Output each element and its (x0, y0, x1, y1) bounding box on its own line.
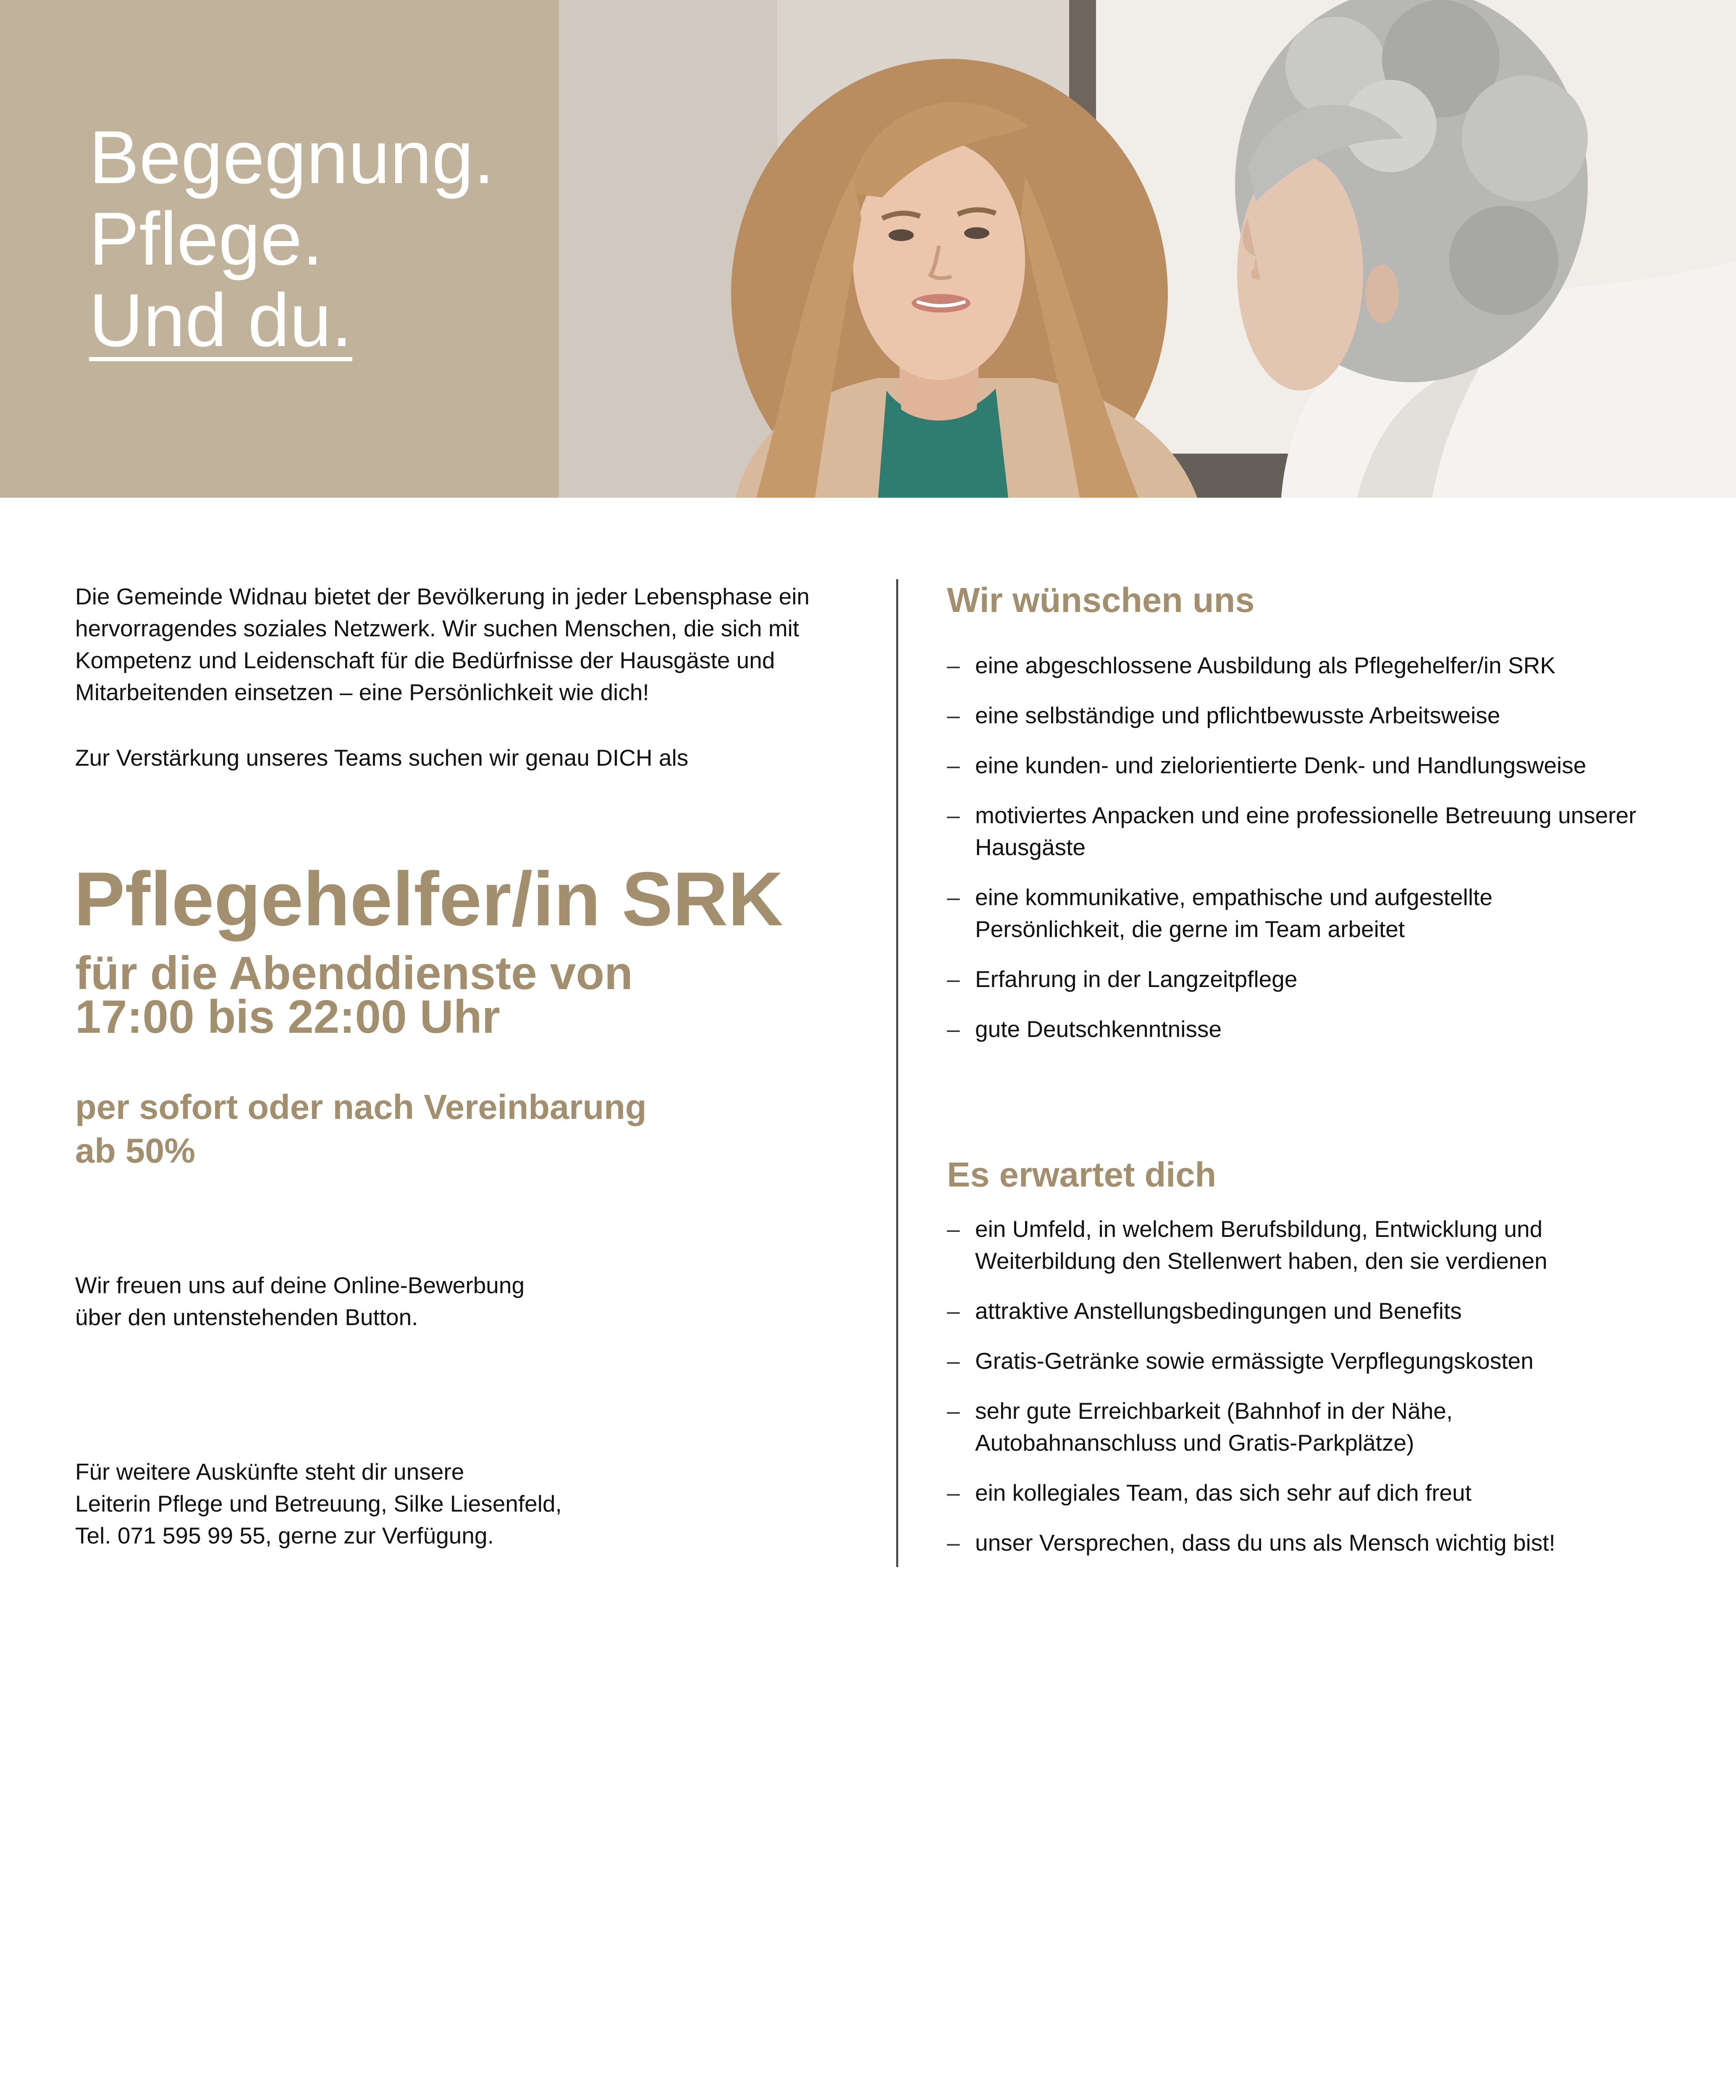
intro-line: Kompetenz und Leidenschaft für die Bedürfnisse der Hausgäste und (75, 647, 775, 673)
intro-line: Die Gemeinde Widnau bietet der Bevölkerung in jeder Lebensphase ein (75, 583, 810, 609)
contact-line: Leiterin Pflege und Betreuung, Silke Liesenfeld, (75, 1491, 562, 1517)
application-note (75, 1269, 524, 1333)
list-item (947, 1213, 1555, 1277)
contact-phone-line: Tel. 071 595 99 55, gerne zur Verfügung. (75, 1522, 494, 1549)
list-item-text: attraktive Anstellungsbedingungen und Benefits (975, 1298, 1462, 1324)
lead-in-paragraph (75, 742, 688, 774)
list-item (947, 1477, 1555, 1509)
list-item-text: Erfahrung in der Langzeitpflege (975, 966, 1298, 992)
list-item-text: Weiterbildung den Stellenwert haben, den sie verdienen (975, 1248, 1547, 1274)
list-item (947, 1013, 1636, 1045)
list-item-text: Autobahnanschluss und Gratis-Parkplätze) (975, 1430, 1414, 1456)
benefits-heading: Es erwartet dich (947, 1155, 1217, 1194)
list-item-text: Persönlichkeit, die gerne im Team arbeitet (975, 916, 1405, 942)
list-item-text: unser Versprechen, dass du uns als Mensch wichtig bist! (975, 1530, 1555, 1556)
employment-terms (75, 1085, 647, 1173)
dash-bullet: – (947, 1398, 960, 1424)
requirements-heading: Wir wünschen uns (947, 580, 1255, 620)
dash-bullet: – (947, 1016, 960, 1042)
headline-line: Pflege. (89, 197, 323, 281)
intro-line: Mitarbeitenden einsetzen – eine Persönlichkeit wie dich! (75, 679, 649, 705)
contact-line: Für weitere Auskünfte steht dir unsere (75, 1459, 464, 1485)
list-item-text: gute Deutschkenntnisse (975, 1016, 1222, 1042)
list-item-text: ein kollegiales Team, das sich sehr auf dich freut (975, 1480, 1472, 1506)
list-item-text: eine kunden- und zielorientierte Denk- und Handlungsweise (975, 752, 1587, 778)
shift-line: 17:00 bis 22:00 Uhr (75, 991, 500, 1043)
hero-photo (559, 0, 1736, 498)
list-item (947, 881, 1636, 945)
list-item-text: motiviertes Anpacken und eine professionelle Betreuung unserer (975, 802, 1636, 828)
dash-bullet: – (947, 752, 960, 778)
lead-in-line: Zur Verstärkung unseres Teams suchen wir genau DICH als (75, 745, 689, 771)
list-item-text: sehr gute Erreichbarkeit (Bahnhof in der Nähe, (975, 1398, 1453, 1424)
application-line: Wir freuen uns auf deine Online-Bewerbung (75, 1272, 525, 1298)
dash-bullet: – (947, 966, 960, 992)
dash-bullet: – (947, 802, 960, 828)
list-item-text: Gratis-Getränke sowie ermässigte Verpflegungskosten (975, 1348, 1534, 1374)
terms-line: per sofort oder nach Vereinbarung (75, 1087, 647, 1126)
benefits-list (947, 1213, 1555, 1559)
list-item-text: eine selbständige und pflichtbewusste Arbeitsweise (975, 702, 1500, 728)
intro-paragraph (75, 580, 810, 708)
position-title-text: Pflegehelfer/in SRK (74, 856, 783, 942)
dash-bullet: – (947, 1216, 960, 1242)
headline-underlined-text: Und du. (89, 278, 352, 362)
terms-line: ab 50% (75, 1131, 196, 1170)
dash-bullet: – (947, 1480, 960, 1506)
list-item (947, 1345, 1555, 1377)
shift-line: für die Abenddienste von (75, 947, 633, 999)
contact-note (75, 1456, 562, 1551)
list-item-text: eine kommunikative, empathische und aufgestellte (975, 884, 1493, 910)
list-item (947, 799, 1636, 863)
list-item (947, 1395, 1555, 1459)
list-item (947, 649, 1636, 681)
intro-line: hervorragendes soziales Netzwerk. Wir suchen Menschen, die sich mit (75, 615, 800, 641)
list-item (947, 1527, 1555, 1559)
hero-headline (89, 116, 495, 361)
list-item (947, 699, 1636, 731)
dash-bullet: – (947, 1530, 960, 1556)
requirements-list (947, 649, 1636, 1045)
headline-line-underlined (89, 279, 495, 361)
application-line: über den untenstehenden Button. (75, 1304, 418, 1330)
dash-bullet: – (947, 1298, 960, 1324)
list-item-text: ein Umfeld, in welchem Berufsbildung, Entwicklung und (975, 1216, 1543, 1242)
dash-bullet: – (947, 702, 960, 728)
column-divider (896, 579, 898, 1567)
list-item-text: Hausgäste (975, 834, 1086, 860)
position-title (74, 853, 783, 945)
headline-line: Begegnung. (89, 115, 495, 199)
dash-bullet: – (947, 884, 960, 910)
shift-hours (75, 947, 633, 1043)
list-item-text: eine abgeschlossene Ausbildung als Pflegehelfer/in SRK (975, 652, 1556, 678)
dash-bullet: – (947, 652, 960, 678)
list-item (947, 963, 1636, 995)
dash-bullet: – (947, 1348, 960, 1374)
list-item (947, 1295, 1555, 1327)
list-item (947, 749, 1636, 781)
